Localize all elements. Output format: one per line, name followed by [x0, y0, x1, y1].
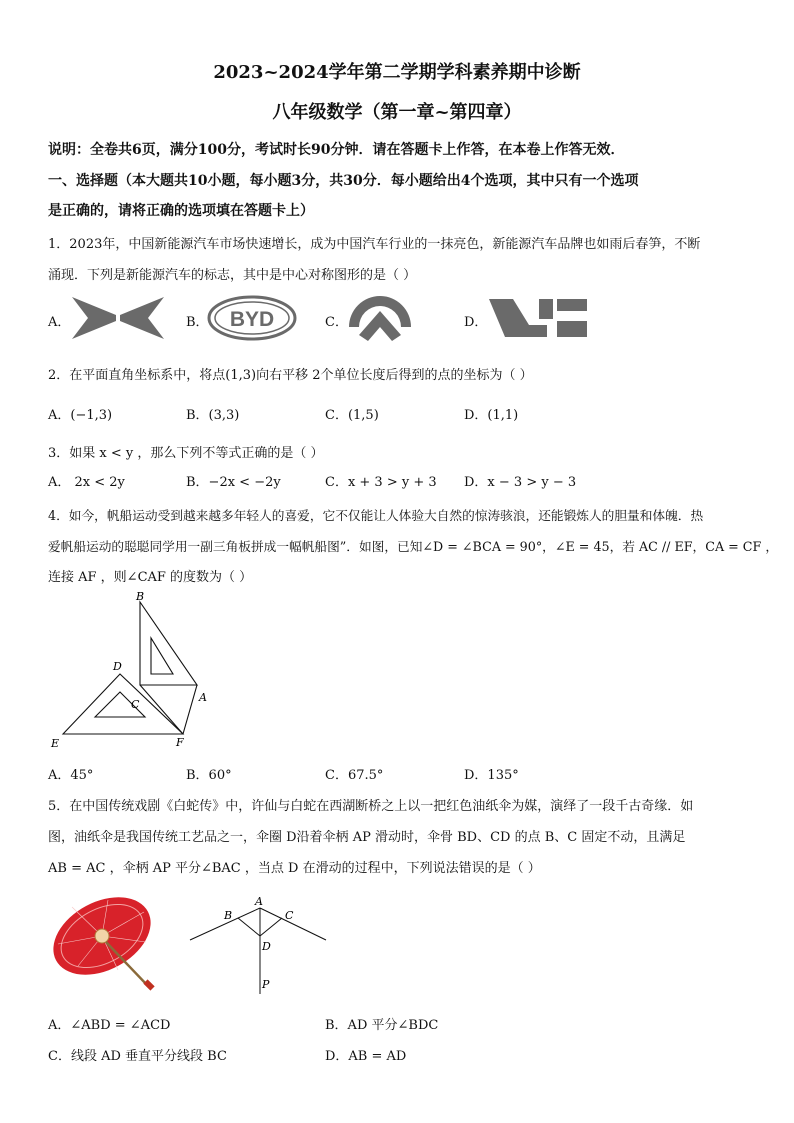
q5-option-d: D．AB = AD: [325, 1049, 407, 1064]
q5-option-a: A．∠ABD = ∠ACD: [48, 1018, 171, 1033]
instructions: 说明：全卷共6页，满分100分，考试时长90分钟．请在答题卡上作答，在本卷上作答无效．: [48, 142, 625, 158]
q4-label-c: C: [131, 698, 140, 711]
q1-stem-line2: 涌现．下列是新能源汽车的标志，其中是中心对称图形的是（ ）: [48, 268, 417, 283]
q1-option-b-label: B．: [186, 315, 209, 330]
q5-stem-line2: 图，油纸伞是我国传统工艺品之一，伞圈 D沿着伞柄 AP 滑动时，伞骨 BD、CD 的点 B、C 固定不动，且满足: [48, 830, 686, 845]
byd-logo-icon: [207, 295, 297, 341]
q4-label-d: D: [113, 660, 122, 673]
q3-option-d: D．x − 3 > y − 3: [464, 475, 577, 490]
q5-option-c: C．线段 AD 垂直平分线段 BC: [48, 1049, 227, 1064]
q5-label-a: A: [255, 895, 263, 908]
q2-option-d: D．(1,1): [464, 408, 519, 423]
q4-option-c: C．67.5°: [325, 768, 384, 783]
q3-option-a: A． 2x < 2y: [48, 475, 125, 490]
logo-c-icon: [345, 289, 415, 347]
q1-option-c-label: C．: [325, 315, 348, 330]
q5-option-b: B．AD 平分∠BDC: [325, 1018, 439, 1033]
q3-stem: 3．如果 x < y ，那么下列不等式正确的是（ ）: [48, 446, 324, 461]
q5-label-p: P: [262, 978, 270, 991]
q4-stem-line3: 连接 AF ，则∠CAF 的度数为（ ）: [48, 570, 253, 585]
q5-label-d: D: [262, 940, 271, 953]
q4-label-f: F: [176, 736, 184, 749]
q1-option-a-label: A．: [48, 315, 71, 330]
q5-label-c: C: [285, 909, 294, 922]
q5-label-b: B: [224, 909, 233, 922]
q1-option-d-label: D．: [464, 315, 488, 330]
byd-logo-text: BYD: [229, 308, 275, 331]
q2-stem: 2．在平面直角坐标系中，将点(1,3)向右平移 2个单位长度后得到的点的坐标为（ ）: [48, 368, 533, 383]
exam-title: 2023~2024学年第二学期学科素养期中诊断: [213, 62, 581, 83]
q4-stem-line1: 4．如今，帆船运动受到越来越多年轻人的喜爱，它不仅能让人体验大自然的惊涛骇浪，还能锻炼人的胆量和体魄．热: [48, 508, 704, 523]
q2-option-a: A．(−1,3): [48, 408, 113, 423]
umbrella-diagram: [188, 894, 328, 994]
q4-label-e: E: [51, 737, 60, 750]
q4-label-b: B: [136, 590, 145, 603]
section1-heading-line1: 一、选择题（本大题共10小题，每小题3分，共30分．每小题给出4个选项，其中只有一个选项: [48, 173, 639, 189]
q4-label-a: A: [199, 691, 207, 704]
logo-a-icon: [70, 293, 166, 343]
q2-option-c: C．(1,5): [325, 408, 379, 423]
q4-option-b: B．60°: [186, 768, 232, 783]
q5-stem-line3: AB = AC ，伞柄 AP 平分∠BAC ，当点 D 在滑动的过程中，下列说法错误的是（ ）: [48, 861, 541, 876]
sailboat-figure: [45, 588, 215, 753]
q4-stem-line2: 爱帆船运动的聪聪同学用一副三角板拼成一幅帆船图”．如图，已知∠D = ∠BCA = 90°，∠E = 45，若 AC // EF，CA = CF ，: [48, 539, 779, 554]
umbrella-image-icon: [48, 892, 166, 996]
q5-stem-line1: 5．在中国传统戏剧《白蛇传》中，许仙与白蛇在西湖断桥之上以一把红色油纸伞为媒，演绎了一段千古奇缘．如: [48, 799, 694, 814]
q3-option-c: C．x + 3 > y + 3: [325, 475, 437, 490]
q3-option-b: B．−2x < −2y: [186, 475, 281, 490]
logo-d-icon: [487, 297, 589, 339]
exam-subtitle: 八年级数学（第一章~第四章）: [272, 102, 522, 123]
q4-option-d: D．135°: [464, 768, 519, 783]
q4-option-a: A．45°: [48, 768, 94, 783]
q1-stem-line1: 1．2023年，中国新能源汽车市场快速增长，成为中国汽车行业的一抹亮色，新能源汽车品牌也如雨后春笋，不断: [48, 237, 701, 252]
q2-option-b: B．(3,3): [186, 408, 240, 423]
section1-heading-line2: 是正确的，请将正确的选项填在答题卡上）: [48, 203, 314, 219]
